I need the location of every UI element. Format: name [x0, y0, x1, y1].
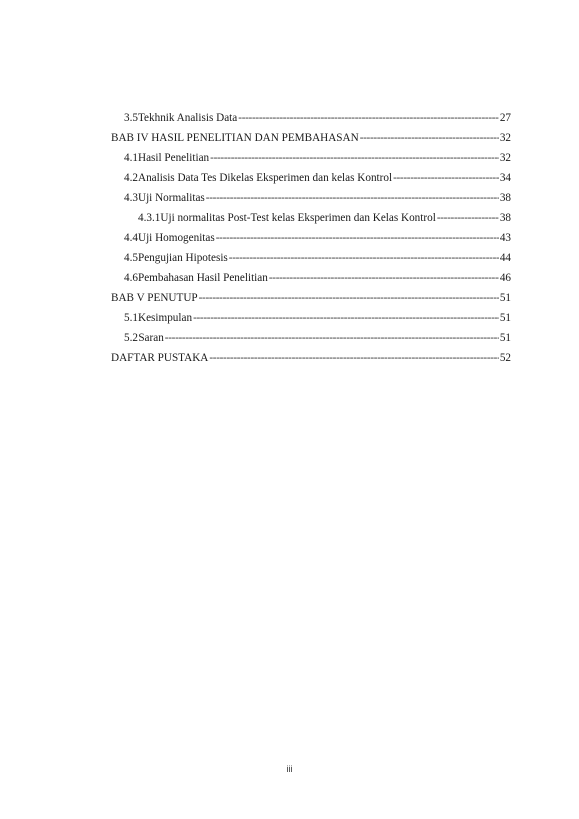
toc-entry-daftar-pustaka[interactable] [111, 348, 511, 368]
toc-entry-bab-v[interactable] [111, 288, 511, 308]
dot-leader [269, 268, 499, 288]
page-number: iii [286, 764, 293, 774]
dot-leader [193, 308, 499, 328]
toc-entry-page: 51 [499, 312, 511, 324]
dot-leader [360, 128, 499, 148]
toc-entry-title: DAFTAR PUSTAKA [111, 352, 209, 364]
toc-entry-number: 4.3.1 [138, 212, 161, 224]
toc-entry-4-5[interactable] [111, 248, 511, 268]
toc-entry-number: 4.4 [124, 232, 138, 244]
toc-entry-page: 43 [499, 232, 511, 244]
toc-entry-page: 32 [499, 132, 511, 144]
dot-leader [209, 348, 498, 368]
toc-entry-bab-iv[interactable] [111, 128, 511, 148]
table-of-contents [111, 108, 511, 368]
dot-leader [393, 168, 499, 188]
toc-entry-4-4[interactable] [111, 228, 511, 248]
toc-entry-number: 4.2 [124, 172, 138, 184]
toc-entry-title: Hasil Penelitian [137, 152, 210, 164]
dot-leader [216, 228, 499, 248]
dot-leader [206, 188, 499, 208]
toc-entry-4-1[interactable] [111, 148, 511, 168]
toc-entry-number: 4.5 [124, 252, 138, 264]
toc-entry-5-1[interactable] [111, 308, 511, 328]
toc-entry-number: 4.1 [124, 152, 138, 164]
toc-entry-title: Pengujian Hipotesis [137, 252, 228, 264]
toc-entry-4-3-1[interactable] [111, 208, 511, 228]
toc-entry-title: Tekhnik Analisis Data [137, 112, 238, 124]
toc-entry-number: 4.3 [124, 192, 138, 204]
toc-entry-number: 3.5 [124, 112, 138, 124]
dot-leader [199, 288, 499, 308]
toc-entry-page: 32 [499, 152, 511, 164]
toc-entry-title: Uji Normalitas [137, 192, 205, 204]
dot-leader [437, 208, 499, 228]
dot-leader [165, 328, 499, 348]
toc-entry-page: 44 [499, 252, 511, 264]
dot-leader [238, 108, 499, 128]
toc-entry-5-2[interactable] [111, 328, 511, 348]
toc-entry-page: 52 [499, 352, 511, 364]
dot-leader [229, 248, 499, 268]
toc-entry-page: 34 [499, 172, 511, 184]
toc-entry-number: 5.1 [124, 312, 138, 324]
toc-entry-title: Uji Homogenitas [137, 232, 215, 244]
toc-entry-3-5[interactable] [111, 108, 511, 128]
toc-entry-4-2[interactable] [111, 168, 511, 188]
toc-entry-number: 4.6 [124, 272, 138, 284]
toc-entry-page: 51 [499, 332, 511, 344]
toc-entry-title: Saran [138, 332, 164, 344]
toc-entry-page: 51 [499, 292, 511, 304]
toc-entry-page: 38 [499, 192, 511, 204]
toc-entry-title: Analisis Data Tes Dikelas Eksperimen dan kelas Kontrol [137, 172, 393, 184]
toc-entry-title: BAB IV HASIL PENELITIAN DAN PEMBAHASAN [111, 132, 359, 144]
toc-entry-page: 46 [499, 272, 511, 284]
toc-entry-4-6[interactable] [111, 268, 511, 288]
toc-entry-title: BAB V PENUTUP [111, 292, 198, 304]
toc-entry-title: Uji normalitas Post-Test kelas Eksperimen dan Kelas Kontrol [160, 212, 436, 224]
toc-entry-title: Kesimpulan [137, 312, 193, 324]
toc-entry-page: 27 [499, 112, 511, 124]
toc-entry-page: 38 [499, 212, 511, 224]
dot-leader [210, 148, 499, 168]
toc-entry-title: Pembahasan Hasil Penelitian [137, 272, 268, 284]
toc-entry-number: 5.2 [124, 332, 138, 344]
toc-entry-4-3[interactable] [111, 188, 511, 208]
